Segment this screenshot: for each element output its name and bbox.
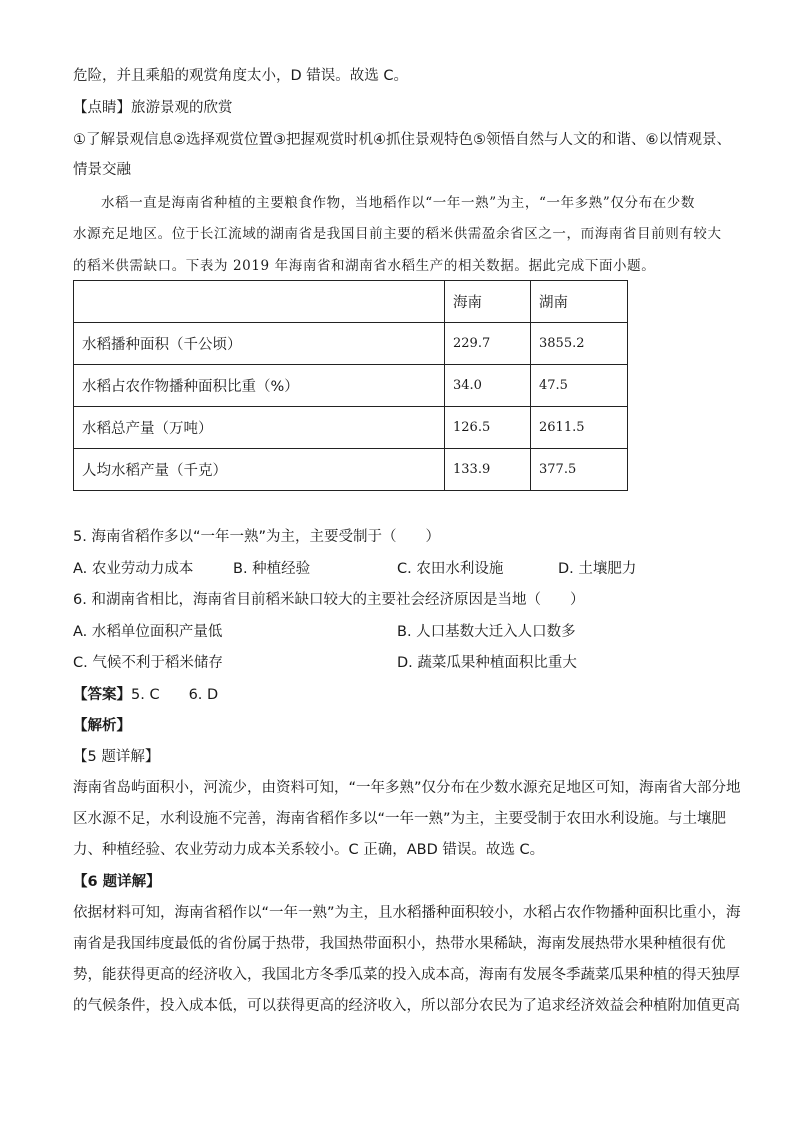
table-row: [74, 365, 628, 407]
table-row: [74, 323, 628, 365]
rice-data-table: [73, 280, 628, 491]
table-cell: 人均水稻产量（千克）: [74, 449, 445, 491]
question-5-option-c: C. 农田水利设施: [397, 561, 504, 577]
table-cell: 水稻总产量（万吨）: [74, 407, 445, 449]
question-5-option-b: B. 种植经验: [233, 561, 311, 577]
detail-6-heading: 【6 题详解】: [73, 874, 161, 890]
question-5-option-a: A. 农业劳动力成本: [73, 561, 194, 577]
passage-line-1: 水稻一直是海南省种植的主要粮食作物，当地稻作以“一年一熟”为主，“一年多熟”仅分布在少数: [101, 195, 696, 211]
detail-5-line-1: 海南省岛屿面积小，河流少，由资料可知，“一年多熟”仅分布在少数水源充足地区可知，海南省大部分地: [73, 780, 741, 796]
question-6-option-d: D. 蔬菜瓜果种植面积比重大: [397, 655, 577, 671]
detail-5-heading: 【5 题详解】: [73, 749, 160, 765]
detail-6-line-3: 势，能获得更高的经济收入，我国北方冬季瓜菜的投入成本高，海南有发展冬季蔬菜瓜果种植的得天独厚: [73, 967, 740, 983]
table-cell: 377.5: [531, 449, 628, 491]
dianjing-line-2: 情景交融: [73, 162, 131, 178]
table-cell: 2611.5: [531, 407, 628, 449]
passage-line-3: 的稻米供需缺口。下表为 2019 年海南省和湖南省水稻生产的相关数据。据此完成下面小题。: [73, 258, 656, 274]
table-cell: 水稻播种面积（千公顷）: [74, 323, 445, 365]
question-5-stem: 5. 海南省稻作多以“一年一熟”为主，主要受制于（ ）: [73, 529, 440, 545]
detail-5-line-3: 力、种植经验、农业劳动力成本关系较小。C 正确，ABD 错误。故选 C。: [73, 842, 545, 858]
detail-6-line-4: 的气候条件，投入成本低，可以获得更高的经济收入，所以部分农民为了追求经济效益会种植附加值更高: [73, 998, 740, 1014]
table-header-cell: [74, 281, 445, 323]
table-cell: 126.5: [445, 407, 531, 449]
question-5-option-d: D. 土壤肥力: [558, 561, 637, 577]
analysis-label: 【解析】: [73, 718, 131, 734]
answer-line: [73, 685, 723, 705]
question-6-option-c: C. 气候不利于稻米储存: [73, 655, 223, 671]
table-cell: 34.0: [445, 365, 531, 407]
answer-label: 【答案】: [73, 687, 131, 703]
table-header-row: [74, 281, 628, 323]
table-row: [74, 407, 628, 449]
question-6-option-a: A. 水稻单位面积产量低: [73, 624, 223, 640]
question-6-option-b: B. 人口基数大迁入人口数多: [397, 624, 576, 640]
table-cell: 229.7: [445, 323, 531, 365]
question-6-stem: 6. 和湖南省相比，海南省目前稻米缺口较大的主要社会经济原因是当地（ ）: [73, 592, 585, 608]
table-cell: 133.9: [445, 449, 531, 491]
intro-tail: 危险，并且乘船的观赏角度太小，D 错误。故选 C。: [73, 68, 409, 84]
table-header-cell: 湖南: [531, 281, 628, 323]
table-cell: 47.5: [531, 365, 628, 407]
table-row: [74, 449, 628, 491]
dianjing-line-1: ①了解景观信息②选择观赏位置③把握观赏时机④抓住景观特色⑤领悟自然与人文的和谐、⑥以情观景、: [73, 132, 731, 148]
detail-5-line-2: 区水源不足，水利设施不完善，海南省稻作多以“一年一熟”为主，主要受制于农田水利设施。与土壤肥: [73, 811, 727, 827]
answer-value: 5. C 6. D: [131, 687, 219, 703]
table-cell: 水稻占农作物播种面积比重（%）: [74, 365, 445, 407]
table-cell: 3855.2: [531, 323, 628, 365]
detail-6-line-2: 南省是我国纬度最低的省份属于热带，我国热带面积小，热带水果稀缺，海南发展热带水果种植很有优: [73, 936, 726, 952]
detail-6-line-1: 依据材料可知，海南省稻作以“一年一熟”为主，且水稻播种面积较小，水稻占农作物播种面积比重小，海: [73, 905, 741, 921]
table-header-cell: 海南: [445, 281, 531, 323]
passage-line-2: 水源充足地区。位于长江流域的湖南省是我国目前主要的稻米供需盈余省区之一，而海南省目前则有较大: [73, 226, 722, 242]
dianjing-heading: 【点睛】旅游景观的欣赏: [73, 100, 233, 116]
